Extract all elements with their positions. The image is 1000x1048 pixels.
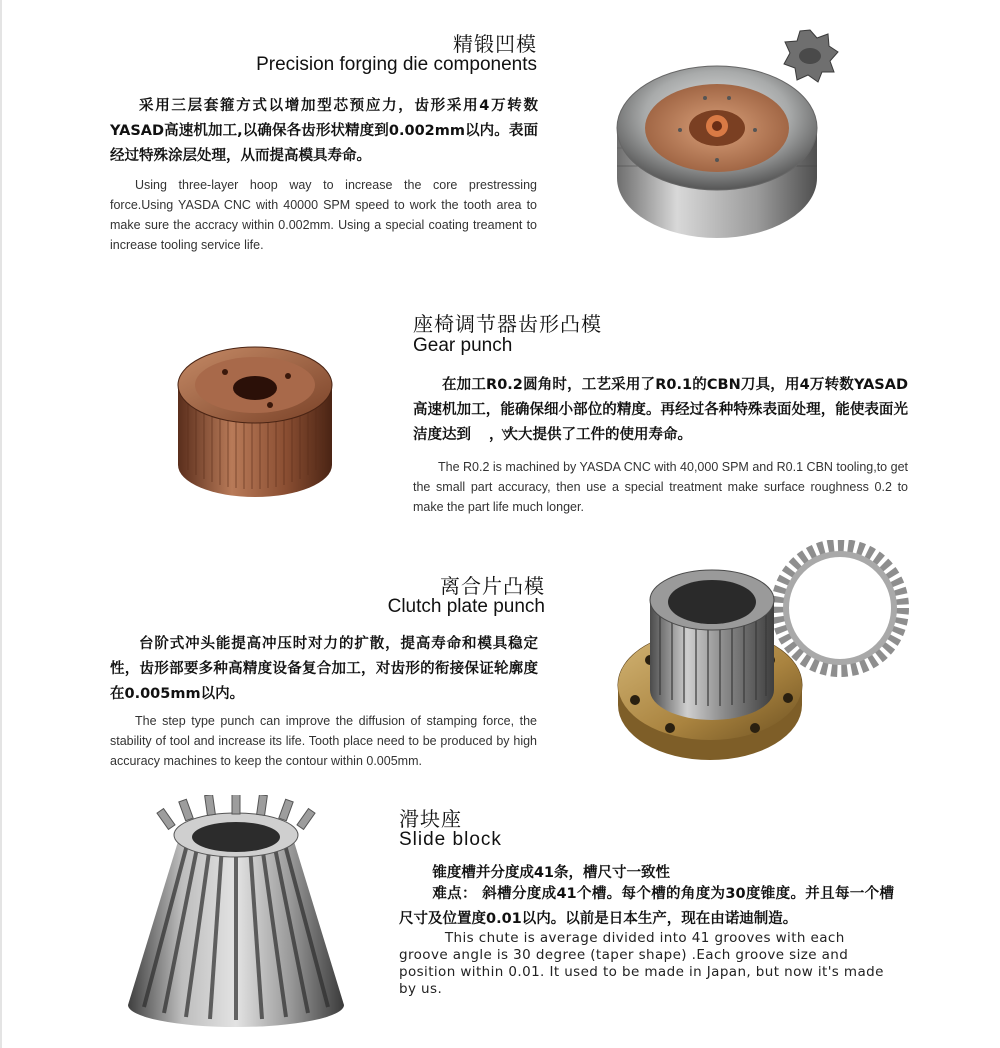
section4-desc-en: This chute is average divided into 41 grooves with each groove angle is 30 degree (taper shape) .Each groove size and position within 0.01. It used to be made in Japan, but now it's made by us. — [399, 930, 884, 997]
section3-title-cn: 离合片凸模 — [440, 574, 545, 598]
section4-desc-cn-2: 难点： 斜槽分度成41个槽。每个槽的角度为30度锥度。并且每一个槽尺寸及位置度0.01以内。以前是日本生产，现在由诺迪制造。 — [399, 886, 894, 927]
section3-desc-cn: 台阶式冲头能提高冲压时对力的扩散，提高寿命和模具稳定性，齿形部要多种高精度设备复合加工，对齿形的衔接保证轮廓度在0.005mm以内。 — [110, 636, 538, 702]
section1-title-en: Precision forging die components — [256, 54, 537, 75]
section4-desc-cn-1: 锥度槽并分度成41条，槽尺寸一致性 — [432, 865, 671, 881]
section2-title-en: Gear punch — [413, 335, 513, 356]
clutch-plate-image — [610, 540, 910, 775]
roughness-symbol — [471, 424, 489, 438]
section1-desc-cn: 采用三层套箍方式以增加型芯预应力，齿形采用4万转数YASAD高速机加工,以确保各齿形状精度到0.002mm以内。表面经过特殊涂层处理，从而提高模具寿命。 — [110, 98, 538, 164]
section2-title-cn: 座椅调节器齿形凸模 — [413, 312, 602, 336]
section4-title-cn: 滑块座 — [399, 807, 462, 831]
section2-desc-cn — [413, 373, 908, 448]
forging-die-image — [605, 18, 855, 243]
slide-block-image — [122, 795, 350, 1030]
gear-punch-image — [170, 330, 340, 505]
section2-desc-cn-part2: ，大大提供了工件的使用寿命。 — [489, 427, 692, 443]
section3-title-en: Clutch plate punch — [387, 596, 545, 617]
section3-desc-en: The step type punch can improve the diffusion of stamping force, the stability of tool and increase its life. Tooth place need to be produced by high accuracy machines to keep the contour within 0.005mm. — [110, 714, 537, 768]
page-edge — [0, 0, 2, 1048]
section2-desc-en: The R0.2 is machined by YASDA CNC with 40,000 SPM and R0.1 CBN tooling,to get the small part accuracy, then use a special treatment make surface roughness 0.2 to make the part life much longer. — [413, 460, 908, 514]
section1-title-cn: 精锻凹模 — [453, 32, 537, 56]
section2-desc-cn-part1: 在加工R0.2圆角时，工艺采用了R0.1的CBN刀具，用4万转数YASAD高速机加工，能确保细小部位的精度。再经过各种特殊表面处理，能使表面光洁度达到 — [413, 377, 908, 443]
section1-desc-en: Using three-layer hoop way to increase the core prestressing force.Using YASDA CNC with 40000 SPM speed to work the tooth area to make sure the accracy within 0.002mm. Using a special coating treament to increase tooling service life. — [110, 178, 537, 252]
section4-title-en: Slide block — [399, 829, 502, 850]
